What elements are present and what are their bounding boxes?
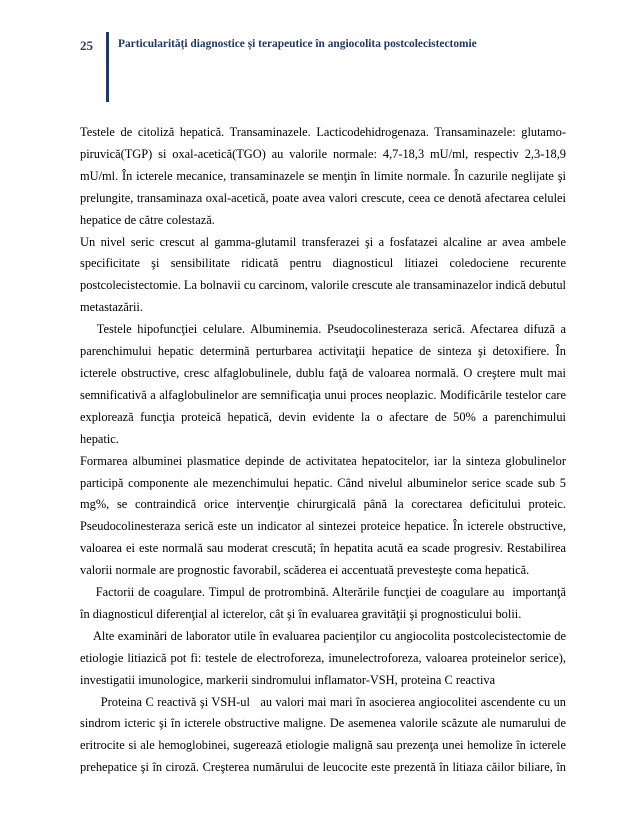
body-text xyxy=(80,122,566,779)
text-line: Formarea albuminei plasmatice depinde de activitatea hepatocitelor, iar la sinteza globulinelor xyxy=(80,453,566,468)
text-line: valorii normale are prognostic favorabil, scăderea ei accentuată prevesteşte coma hepatică. xyxy=(80,563,530,578)
text-line: investigatii imunologice, markerii sindromului inflamator-VSH, proteina C reactiva xyxy=(80,672,496,687)
text-line: mg%, se contraindică orice intervenţie chirurgicală până la corectarea deficitului proteic. xyxy=(80,497,566,512)
text-line: semnificativă a alfaglobulinelor are semnificaţia unui proces neoplazic. Modificările testelor care xyxy=(80,387,566,402)
text-line: specificitate şi sensibilitate ridicată pentru diagnosticul litiazei coledociene recurente xyxy=(80,256,566,271)
running-title: Particularități diagnostice și terapeutice în angiocolita postcolecistectomie xyxy=(118,38,477,50)
text-line: Testele hipofuncţiei celulare. Albuminemia. Pseudocolinesteraza serică. Afectarea difuză a xyxy=(80,322,566,337)
text-line: eritrocite si ale hemoglobinei, sugerează etiologie malignă sau prezenţa unei hemolize în icterele xyxy=(80,738,566,753)
page-number: 25 xyxy=(80,38,93,53)
text-line: valoarea ei este normală sau moderat crescută; în hepatita acută ea scade progresiv. Restabilirea xyxy=(80,541,566,556)
text-line: prelungite, transaminaza oxal-acetică, poate avea valori crescute, ceea ce denotă afectarea celulei xyxy=(80,190,566,205)
text-line: explorează funcţia proteică hepatică, devin evidente la o afectare de 50% a parenchimului hepatic. xyxy=(80,409,566,446)
text-line: Factorii de coagulare. Timpul de protrombină. Alterările funcţiei de coagulare au importanţă xyxy=(80,585,566,600)
text-line: postcolecistectomie. La bolnavii cu carcinom, valorile crescute ale transaminazelor indică debutul xyxy=(80,278,566,293)
text-line: Proteina C reactivă şi VSH-ul au valori mai mari în asocierea angiocolitei ascendente cu un xyxy=(80,694,566,709)
text-line: etiologie litiazică pot fi: testele de electroforeza, imunelectroforeza, valoarea proteinelor serice), xyxy=(80,650,566,665)
text-line: icterele obstructive, cresc alfaglobulinele, dublu faţă de valoarea normală. O creştere mult mai xyxy=(80,365,566,380)
text-line: metastazării. xyxy=(80,300,143,315)
header-vertical-rule xyxy=(106,32,109,102)
text-line: Un nivel seric crescut al gamma-glutamil transferazei şi a fosfatazei alcaline ar avea ambele xyxy=(80,234,566,249)
text-line: participă componente ale mezenchimului hepatic. Când nivelul albuminelor serice scade sub 5 xyxy=(80,475,566,490)
text-line: Testele de citoliză hepatică. Transaminazele. Lacticodehidrogenaza. Transaminazele: glutamo- xyxy=(80,125,566,139)
text-line: parenchimului hepatic determină perturbarea activitaţii hepatice de sinteza şi detoxifiere. În xyxy=(80,344,566,359)
text-line: piruvică(TGP) si oxal-acetică(TGO) au valorile normale: 4,7-18,3 mU/ml, respectiv 2,3-18,9 xyxy=(80,146,566,161)
text-line: în diagnosticul diferenţial al icterelor, cât şi în evaluarea gravităţii şi prognosticului bolii. xyxy=(80,606,522,621)
text-line: hepatice de către colestază. xyxy=(80,212,215,227)
text-line: prehepatice şi în ciroză. Creşterea numărului de leucocite este prezentă în litiaza căilor biliare, în xyxy=(80,760,566,775)
text-line: Pseudocolinesteraza serică este un indicator al sintezei proteice hepatice. În icterele obstructive, xyxy=(80,519,566,534)
text-line: sindrom icteric şi în icterele obstructive maligne. De asemenea valorile scăzute ale numarului de xyxy=(80,716,566,731)
text-line: mU/ml. În icterele mecanice, transaminazele se menţin în limite normale. În cazurile neglijate şi xyxy=(80,168,566,183)
text-line: Alte examinări de laborator utile în evaluarea pacienţilor cu angiocolita postcolecistectomie de xyxy=(80,628,566,643)
